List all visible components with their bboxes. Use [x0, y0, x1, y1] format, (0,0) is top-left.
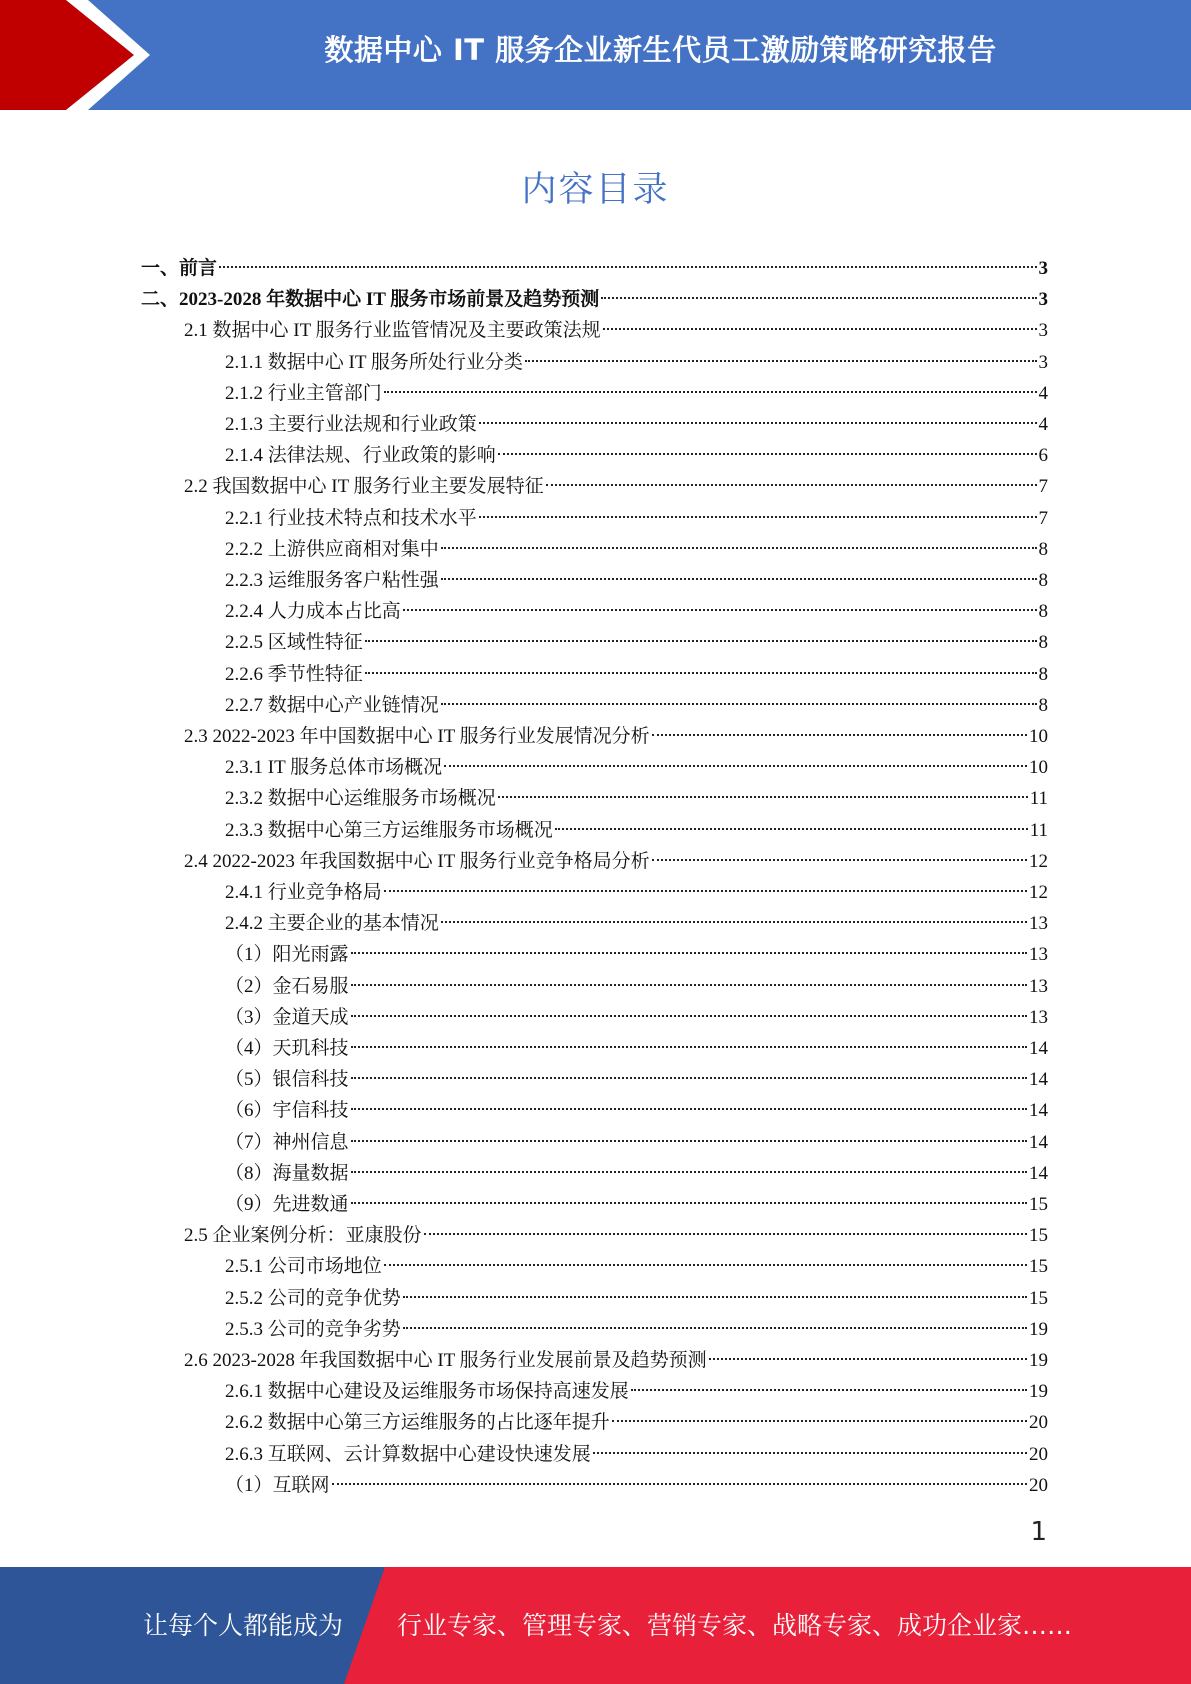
- toc-entry-label: 2.5.3 公司的竞争劣势: [225, 1319, 401, 1340]
- toc-entry-label: （3）金道天成: [225, 1007, 349, 1028]
- toc-leader-dots: [652, 859, 1027, 861]
- toc-leader-dots: [593, 1452, 1027, 1454]
- toc-entry-label: 2.2 我国数据中心 IT 服务行业主要发展特征: [184, 476, 544, 497]
- toc-leader-dots: [351, 1108, 1027, 1110]
- toc-entry-page: 11: [1029, 820, 1048, 841]
- toc-entry-page: 11: [1029, 788, 1048, 809]
- toc-entry[interactable]: [225, 1158, 1048, 1189]
- toc-entry-page: 14: [1029, 1038, 1048, 1059]
- toc-entry-page: 7: [1038, 508, 1048, 529]
- toc-entry-page: 4: [1038, 383, 1048, 404]
- footer-slogan-left: 让每个人都能成为: [143, 1611, 344, 1640]
- toc-entry-page: 14: [1029, 1069, 1048, 1090]
- toc-entry[interactable]: [225, 1470, 1048, 1501]
- toc-entry[interactable]: [225, 1002, 1048, 1033]
- toc-leader-dots: [479, 516, 1037, 518]
- toc-entry-label: （2）金石易服: [225, 976, 349, 997]
- toc-entry-page: 20: [1029, 1475, 1048, 1496]
- toc-entry[interactable]: [225, 877, 1048, 908]
- toc-leader-dots: [444, 765, 1027, 767]
- toc-entry-page: 19: [1029, 1350, 1048, 1371]
- toc-leader-dots: [601, 297, 1036, 299]
- toc-entry-page: 8: [1038, 570, 1048, 591]
- toc-leader-dots: [603, 328, 1037, 330]
- toc-entry-label: 2.4.2 主要企业的基本情况: [225, 913, 439, 934]
- toc-leader-dots: [351, 1015, 1027, 1017]
- toc-leader-dots: [403, 1327, 1027, 1329]
- toc-leader-dots: [403, 1296, 1027, 1298]
- toc-entry-page: 14: [1029, 1100, 1048, 1121]
- toc-entry-page: 15: [1029, 1194, 1048, 1215]
- toc-entry[interactable]: [225, 1189, 1048, 1220]
- toc-entry[interactable]: [225, 627, 1048, 658]
- toc-leader-dots: [351, 1077, 1027, 1079]
- toc-entry[interactable]: [141, 253, 1048, 284]
- toc-entry-label: 2.4 2022-2023 年我国数据中心 IT 服务行业竞争格局分析: [184, 851, 650, 872]
- toc-entry-label: 2.3.3 数据中心第三方运维服务市场概况: [225, 820, 553, 841]
- toc-leader-dots: [631, 1389, 1027, 1391]
- toc-entry[interactable]: [225, 1251, 1048, 1282]
- toc-entry-page: 7: [1038, 476, 1048, 497]
- toc-entry[interactable]: [225, 409, 1048, 440]
- toc-entry[interactable]: [184, 721, 1048, 752]
- toc-entry-page: 15: [1029, 1256, 1048, 1277]
- toc-entry[interactable]: [225, 534, 1048, 565]
- toc-entry-page: 8: [1038, 601, 1048, 622]
- toc-entry-label: 2.4.1 行业竞争格局: [225, 882, 382, 903]
- toc-entry-label: 2.5.2 公司的竞争优势: [225, 1288, 401, 1309]
- toc-entry-page: 12: [1029, 851, 1048, 872]
- toc-entry-label: 二、2023-2028 年数据中心 IT 服务市场前景及趋势预测: [141, 289, 600, 310]
- toc-leader-dots: [441, 547, 1037, 549]
- toc-leader-dots: [384, 1264, 1027, 1266]
- toc-entry-page: 8: [1038, 632, 1048, 653]
- toc-leader-dots: [332, 1483, 1027, 1485]
- toc-entry-page: 12: [1029, 882, 1048, 903]
- toc-heading: 内容目录: [521, 170, 670, 210]
- header-banner: [0, 0, 1191, 110]
- footer-banner: [0, 1567, 1191, 1684]
- toc-entry-label: （5）银信科技: [225, 1069, 349, 1090]
- toc-leader-dots: [351, 952, 1027, 954]
- toc-entry[interactable]: [225, 1095, 1048, 1126]
- toc-entry-label: 2.2.3 运维服务客户粘性强: [225, 570, 439, 591]
- toc-entry[interactable]: [225, 1064, 1048, 1095]
- toc-entry[interactable]: [141, 284, 1048, 315]
- toc-entry-label: 2.2.1 行业技术特点和技术水平: [225, 508, 477, 529]
- toc-entry[interactable]: [225, 1439, 1048, 1470]
- toc-entry[interactable]: [225, 1376, 1048, 1407]
- toc-leader-dots: [384, 391, 1037, 393]
- toc-entry-label: 2.2.4 人力成本占比高: [225, 601, 401, 622]
- toc-entry-page: 19: [1029, 1381, 1048, 1402]
- toc-leader-dots: [351, 1046, 1027, 1048]
- toc-leader-dots: [498, 796, 1028, 798]
- toc-leader-dots: [612, 1420, 1027, 1422]
- toc-leader-dots: [403, 609, 1037, 611]
- toc-leader-dots: [384, 890, 1027, 892]
- toc-entry-label: 一、前言: [141, 258, 218, 279]
- toc-leader-dots: [555, 828, 1028, 830]
- toc-entry[interactable]: [225, 378, 1048, 409]
- toc-entry-page: 3: [1038, 320, 1048, 341]
- toc-leader-dots: [351, 984, 1027, 986]
- toc-entry[interactable]: [184, 1345, 1048, 1376]
- toc-entry-label: （7）神州信息: [225, 1132, 349, 1153]
- toc-entry-page: 6: [1038, 445, 1048, 466]
- toc-entry[interactable]: [225, 1127, 1048, 1158]
- toc-entry-page: 14: [1029, 1132, 1048, 1153]
- toc-entry-page: 8: [1038, 664, 1048, 685]
- toc-entry-label: （1）阳光雨露: [225, 944, 349, 965]
- toc-entry[interactable]: [225, 503, 1048, 534]
- toc-entry[interactable]: [225, 690, 1048, 721]
- page-number: 1: [1030, 1517, 1047, 1547]
- toc-entry-label: （1）互联网: [225, 1475, 330, 1496]
- toc-leader-dots: [219, 266, 1036, 268]
- toc-entry-label: 2.1.4 法律法规、行业政策的影响: [225, 445, 496, 466]
- toc-leader-dots: [351, 1202, 1027, 1204]
- toc-entry-label: （4）天玑科技: [225, 1038, 349, 1059]
- toc-entry[interactable]: [225, 1033, 1048, 1064]
- toc-entry-page: 14: [1029, 1163, 1048, 1184]
- toc-entry[interactable]: [225, 1407, 1048, 1438]
- toc-entry[interactable]: [225, 971, 1048, 1002]
- toc-leader-dots: [525, 360, 1037, 362]
- toc-entry[interactable]: [225, 783, 1048, 814]
- toc-entry-page: 10: [1029, 726, 1048, 747]
- toc-entry-label: （8）海量数据: [225, 1163, 349, 1184]
- toc-leader-dots: [479, 422, 1037, 424]
- toc-entry[interactable]: [225, 752, 1048, 783]
- toc-entry-page: 19: [1029, 1319, 1048, 1340]
- toc-leader-dots: [365, 640, 1037, 642]
- toc-entry-label: （6）宇信科技: [225, 1100, 349, 1121]
- toc-entry-page: 20: [1029, 1444, 1048, 1465]
- toc-entry-label: 2.5.1 公司市场地位: [225, 1256, 382, 1277]
- toc-leader-dots: [498, 453, 1037, 455]
- toc-leader-dots: [441, 921, 1027, 923]
- toc-entry[interactable]: [225, 565, 1048, 596]
- toc-entry-label: 2.1.3 主要行业法规和行业政策: [225, 414, 477, 435]
- toc-leader-dots: [351, 1140, 1027, 1142]
- toc-entry-label: 2.1.2 行业主管部门: [225, 383, 382, 404]
- toc-leader-dots: [546, 484, 1037, 486]
- toc-entry-page: 13: [1029, 1007, 1048, 1028]
- toc-entry[interactable]: [225, 1283, 1048, 1314]
- toc-entry-page: 20: [1029, 1412, 1048, 1433]
- toc-leader-dots: [709, 1358, 1027, 1360]
- toc-entry-label: 2.3.1 IT 服务总体市场概况: [225, 757, 443, 778]
- toc-entry[interactable]: [225, 908, 1048, 939]
- toc-entry-label: 2.3.2 数据中心运维服务市场概况: [225, 788, 496, 809]
- toc-entry-label: （9）先进数通: [225, 1194, 349, 1215]
- toc-entry-page: 15: [1029, 1225, 1048, 1246]
- toc-entry[interactable]: [225, 347, 1048, 378]
- toc-entry[interactable]: [184, 315, 1048, 346]
- toc-leader-dots: [351, 1171, 1027, 1173]
- toc-entry-label: 2.2.5 区域性特征: [225, 632, 363, 653]
- toc-entry-page: 8: [1038, 695, 1048, 716]
- toc-entry-label: 2.2.2 上游供应商相对集中: [225, 539, 439, 560]
- toc-leader-dots: [441, 703, 1037, 705]
- toc-entry[interactable]: [225, 815, 1048, 846]
- toc-entry[interactable]: [225, 659, 1048, 690]
- toc-entry[interactable]: [225, 596, 1048, 627]
- toc-entry-label: 2.5 企业案例分析：亚康股份: [184, 1225, 422, 1246]
- toc-entry-page: 3: [1038, 258, 1048, 279]
- toc-entry-page: 13: [1029, 944, 1048, 965]
- toc-entry[interactable]: [225, 440, 1048, 471]
- toc-entry-page: 13: [1029, 976, 1048, 997]
- toc-entry-label: 2.6.2 数据中心第三方运维服务的占比逐年提升: [225, 1412, 610, 1433]
- toc-entry-label: 2.1 数据中心 IT 服务行业监管情况及主要政策法规: [184, 320, 601, 341]
- toc-entry-page: 4: [1038, 414, 1048, 435]
- toc-entry-label: 2.6.1 数据中心建设及运维服务市场保持高速发展: [225, 1381, 629, 1402]
- toc-entry-page: 13: [1029, 913, 1048, 934]
- toc-entry[interactable]: [184, 471, 1048, 502]
- toc-entry[interactable]: [184, 846, 1048, 877]
- toc-entry[interactable]: [184, 1220, 1048, 1251]
- toc-entry[interactable]: [225, 1314, 1048, 1345]
- toc-entry-page: 8: [1038, 539, 1048, 560]
- toc-entry-page: 15: [1029, 1288, 1048, 1309]
- toc-leader-dots: [652, 734, 1027, 736]
- toc-leader-dots: [365, 672, 1037, 674]
- toc-leader-dots: [441, 578, 1037, 580]
- header-red-block: [0, 0, 134, 110]
- toc-entry-label: 2.6.3 互联网、云计算数据中心建设快速发展: [225, 1444, 591, 1465]
- toc-entry-label: 2.6 2023-2028 年我国数据中心 IT 服务行业发展前景及趋势预测: [184, 1350, 707, 1371]
- toc-entry-page: 3: [1038, 289, 1048, 310]
- report-title: 数据中心 IT 服务企业新生代员工激励策略研究报告: [324, 33, 997, 67]
- toc-entry-label: 2.2.6 季节性特征: [225, 664, 363, 685]
- toc-leader-dots: [424, 1233, 1027, 1235]
- footer-slogan-right: 行业专家、管理专家、营销专家、战略专家、成功企业家……: [397, 1611, 1073, 1640]
- toc-entry-label: 2.1.1 数据中心 IT 服务所处行业分类: [225, 352, 523, 373]
- toc-entry-label: 2.2.7 数据中心产业链情况: [225, 695, 439, 716]
- toc-entry-label: 2.3 2022-2023 年中国数据中心 IT 服务行业发展情况分析: [184, 726, 650, 747]
- toc-entry-page: 10: [1029, 757, 1048, 778]
- toc-entry[interactable]: [225, 939, 1048, 970]
- toc-entry-page: 3: [1038, 352, 1048, 373]
